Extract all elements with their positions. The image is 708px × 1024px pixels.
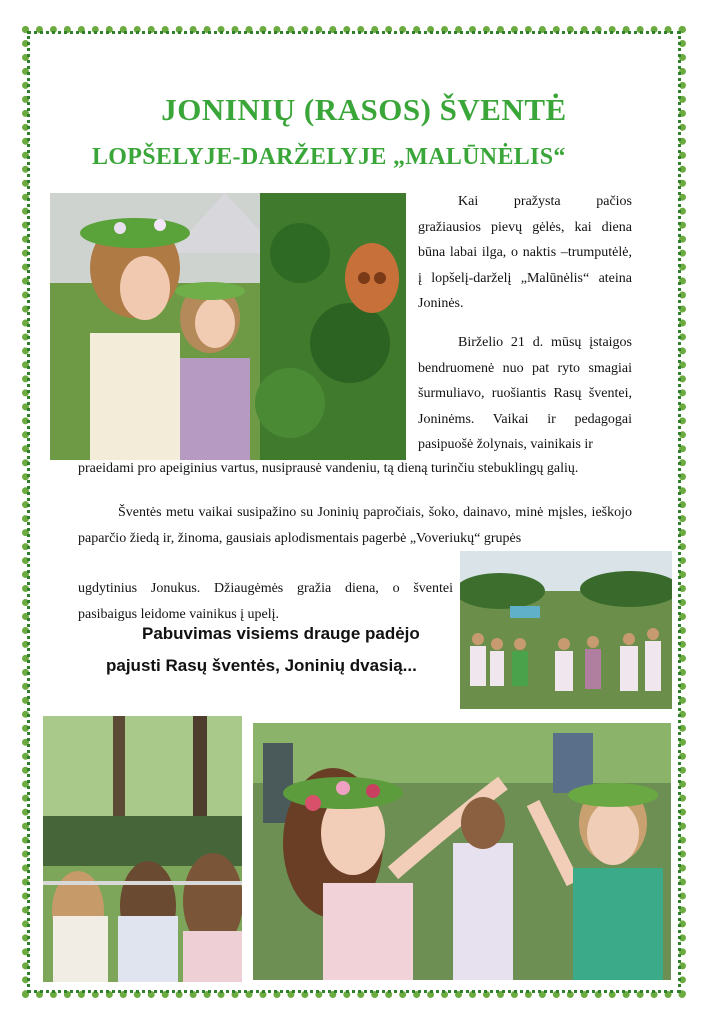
paragraph-celebration: Šventės metu vaikai susipažino su Joninių papročiais, šoko, dainavo, minė mįsles, ieškojo paparčio žiedą ir, žinoma, gausiais aplodismentais pagerbė „Voveriukų“ grupės <box>78 505 632 546</box>
page-subtitle: LOPŠELYJE-DARŽELYJE „MALŪNĖLIS“ <box>92 144 566 170</box>
photo-children-holding-hands <box>253 723 671 980</box>
photo-circle-dance <box>460 551 672 709</box>
paragraph-celebration-continued: ugdytinius Jonukus. Džiaugėmės gražia diena, o šventei pasibaigus leidome vainikus į upelį. <box>78 581 453 622</box>
paragraph-morning-continued: praeidami pro apeiginius vartus, nusiprausė vandeniu, tą dieną turinčiu stebuklingų galių. <box>78 461 579 476</box>
photo-girls-with-jug <box>50 193 406 460</box>
page-title: JONINIŲ (RASOS) ŠVENTĖ <box>161 92 567 127</box>
closing-line-2: pajusti Rasų šventės, Joninių dvasią... <box>106 656 417 675</box>
closing-line-1: Pabuvimas visiems drauge padėjo <box>142 624 420 643</box>
photo-girls-by-stream <box>43 716 242 982</box>
paragraph-morning: Birželio 21 d. mūsų įstaigos bendruomenė nuo pat ryto smagiai šurmuliavo, ruošiantis Rasų šventei, Joninėms. Vaikai ir pedagogai pasipuošė žolynais, vainikais ir <box>418 335 632 452</box>
paragraph-intro: Kai pražysta pačios gražiausios pievų gėlės, kai diena būna labai ilga, o naktis –trumputėlė, į lopšelį-darželį „Malūnėlis“ ateina Joninės. <box>418 194 632 311</box>
